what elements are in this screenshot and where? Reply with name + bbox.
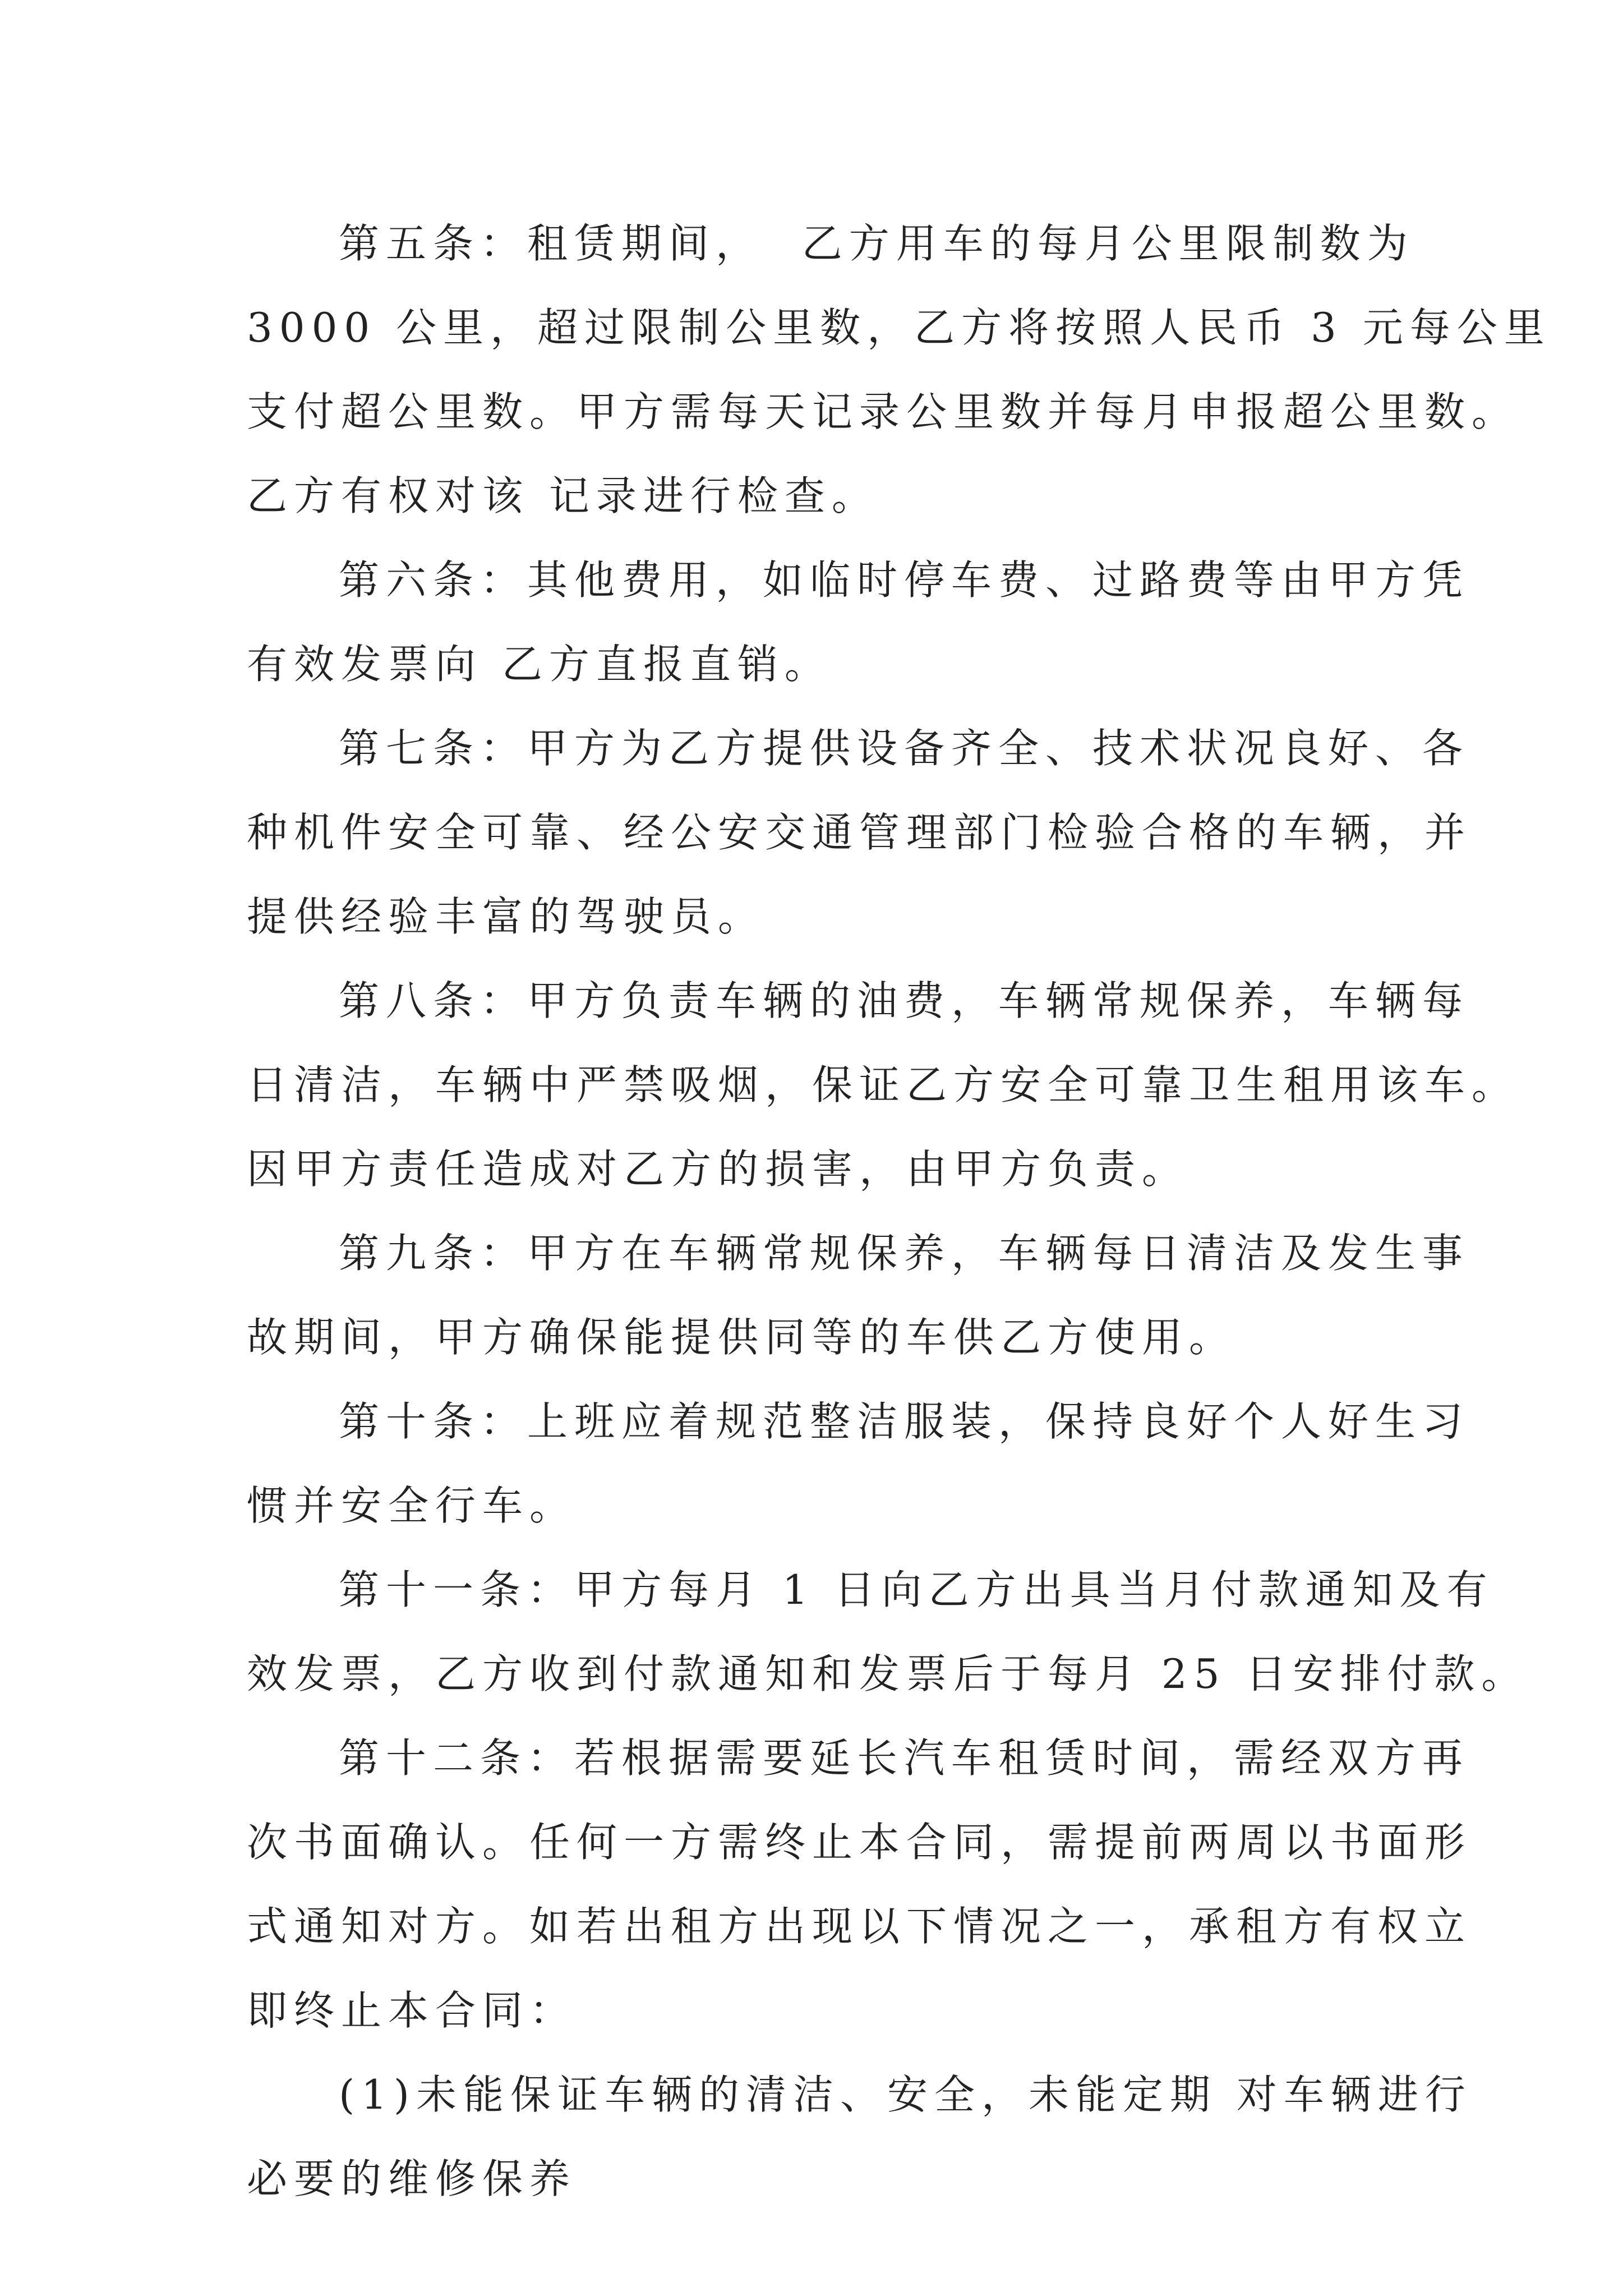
clause-10-line-1: 第十条：上班应着规范整洁服装，保持良好个人好生习 bbox=[339, 1398, 1470, 1445]
clause-12-line-4: 即终止本合同： bbox=[247, 1987, 577, 2034]
condition-1-line-1: (1)未能保证车辆的清洁、安全，未能定期 对车辆进行 bbox=[339, 2071, 1472, 2118]
clause-12-line-3: 式通知对方。如若出租方出现以下情况之一，承租方有权立 bbox=[247, 1903, 1472, 1950]
clause-6-line-2: 有效发票向 乙方直报直销。 bbox=[247, 641, 832, 688]
clause-10-line-2: 惯并安全行车。 bbox=[247, 1482, 577, 1529]
clause-9-line-2: 故期间，甲方确保能提供同等的车供乙方使用。 bbox=[247, 1314, 1237, 1361]
condition-1-line-2: 必要的维修保养 bbox=[247, 2155, 577, 2202]
clause-5-line-1: 第五条：租赁期间， 乙方用车的每月公里限制数为 bbox=[339, 220, 1414, 267]
clause-7-line-3: 提供经验丰富的驾驶员。 bbox=[247, 893, 766, 940]
clause-7-line-1: 第七条：甲方为乙方提供设备齐全、技术状况良好、各 bbox=[339, 725, 1470, 772]
clause-5-line-2: 3000 公里，超过限制公里数，乙方将按照人民币 3 元每公里 bbox=[247, 304, 1551, 351]
clause-5-line-3: 支付超公里数。甲方需每天记录公里数并每月申报超公里数。 bbox=[247, 388, 1519, 435]
clause-12-line-1: 第十二条：若根据需要延长汽车租赁时间，需经双方再 bbox=[339, 1734, 1470, 1782]
clause-8-line-3: 因甲方责任造成对乙方的损害，由甲方负责。 bbox=[247, 1145, 1189, 1193]
clause-12-line-2: 次书面确认。任何一方需终止本合同，需提前两周以书面形 bbox=[247, 1819, 1472, 1866]
clause-11-line-1: 第十一条：甲方每月 1 日向乙方出具当月付款通知及有 bbox=[339, 1566, 1494, 1613]
clause-6-line-1: 第六条：其他费用，如临时停车费、过路费等由甲方凭 bbox=[339, 556, 1470, 604]
clause-8-line-1: 第八条：甲方负责车辆的油费，车辆常规保养，车辆每 bbox=[339, 977, 1470, 1024]
clause-7-line-2: 种机件安全可靠、经公安交通管理部门检验合格的车辆，并 bbox=[247, 809, 1472, 856]
clause-8-line-2: 日清洁，车辆中严禁吸烟，保证乙方安全可靠卫生租用该车。 bbox=[247, 1061, 1519, 1108]
clause-5-line-4: 乙方有权对该 记录进行检查。 bbox=[247, 472, 879, 519]
clause-9-line-1: 第九条：甲方在车辆常规保养，车辆每日清洁及发生事 bbox=[339, 1230, 1470, 1277]
clause-11-line-2: 效发票，乙方收到付款通知和发票后于每月 25 日安排付款。 bbox=[247, 1650, 1529, 1697]
